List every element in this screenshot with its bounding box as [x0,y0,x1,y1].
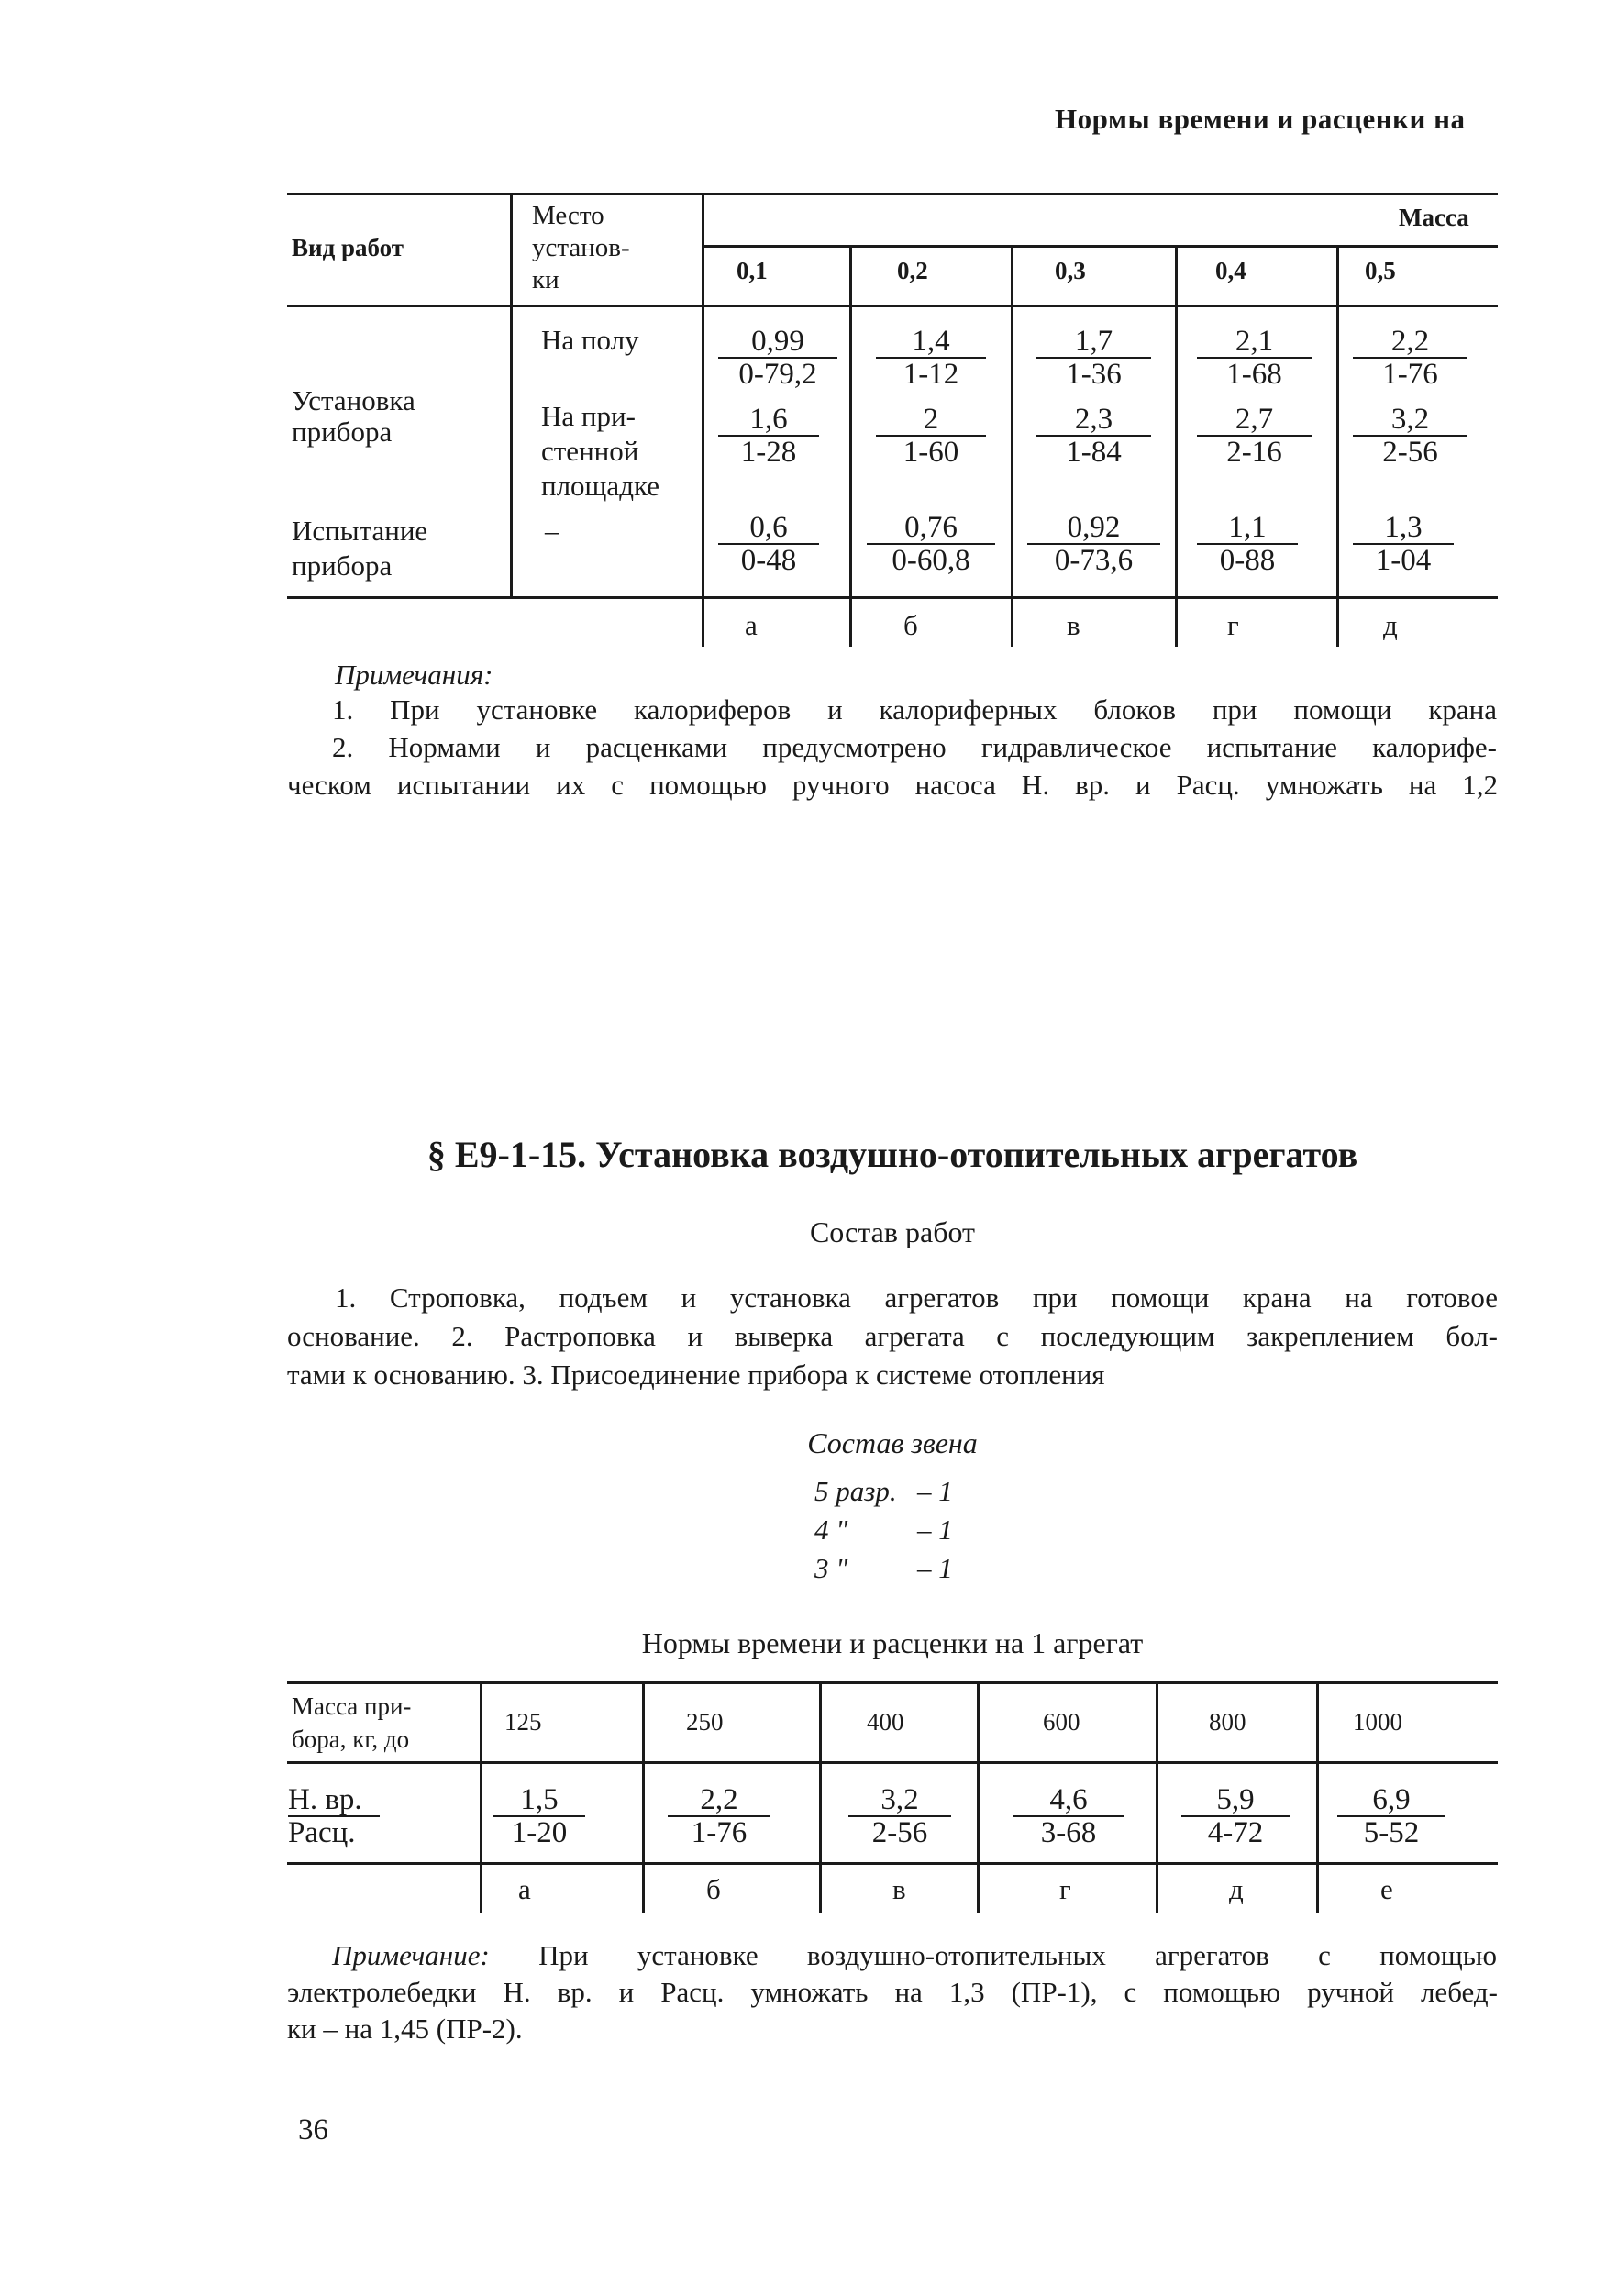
crew-count: – 1 [917,1475,953,1507]
table1-cell: $\frac{1,7}{1-36}$ [1036,326,1151,390]
table2-column-letter: в [892,1873,906,1905]
table1-cell: $\frac{2,3}{1-84}$ [1036,404,1151,468]
table2-cell: $\frac{2,2}{1-76}$ [668,1784,770,1848]
table2-row-label: Н. вр. Расц. [288,1784,380,1848]
table1-mass-value: 0,1 [737,257,768,284]
crew-grade: 5 разр. [814,1475,897,1507]
notes2-line-3: ки – на 1,45 (ПР-2). [287,2013,523,2045]
table2-cell: $\frac{3,2}{2-56}$ [848,1784,951,1848]
table2-vline [977,1681,980,1913]
table1-column-letter: г [1227,609,1239,641]
table1-cell: $\frac{2}{1-60}$ [876,404,986,468]
crew-count: – 1 [917,1552,953,1584]
table2-mass-value: 800 [1209,1708,1246,1736]
table2-mass-value: 400 [867,1708,904,1736]
table2-vline [642,1681,645,1913]
work-composition-line-1: 1. Строповка, подъем и установка агрегатов при помощи крана на готовое [335,1281,1498,1314]
table1-cell: $\frac{3,2}{2-56}$ [1353,404,1467,468]
table2-column-letter: а [518,1873,531,1905]
crew-title: Состав звена [807,1426,978,1459]
table1-mass-rule [702,245,1498,248]
notes2-title: Примечание: [332,1939,490,1971]
table2-column-letter: д [1229,1873,1244,1905]
table2-cell: $\frac{6,9}{5-52}$ [1337,1784,1445,1848]
table1-cell: $\frac{2,7}{2-16}$ [1197,404,1312,468]
notes2-line-1 [332,1938,1497,1973]
table1-column-letter: д [1383,609,1398,641]
table2-column-letter: г [1059,1873,1071,1905]
table1-cell: $\frac{0,6}{0-48}$ [718,512,819,576]
table2-vline [1156,1681,1158,1913]
table1-column-letter: в [1067,609,1080,641]
table1-mass-value: 0,3 [1055,257,1086,284]
table1-vline [1011,245,1013,647]
table2-mass-value: 1000 [1353,1708,1402,1736]
table1-work-install: Установка прибора [292,384,415,448]
table2-column-letter: е [1380,1873,1393,1905]
page-number: 36 [298,2113,328,2146]
work-composition-title: Состав работ [809,1215,976,1248]
table1-cell: $\frac{0,76}{0-60,8}$ [867,512,995,576]
table1-cell: $\frac{2,1}{1-68}$ [1197,326,1312,390]
table1-cell: $\frac{1,3}{1-04}$ [1353,512,1454,576]
table1-top-rule [287,193,1498,195]
notes2-text-1: При установке воздушно-отопительных агрегатов с помощью [538,1939,1497,1971]
table1-place-floor: На полу [541,324,639,356]
crew-grade: 3 " [814,1552,848,1584]
table1-col-mass: Масса [1399,204,1469,231]
table2-mass-value: 600 [1043,1708,1080,1736]
table1-cell: $\frac{0,92}{0-73,6}$ [1027,512,1160,576]
running-header: Нормы времени и расценки на [1055,103,1466,135]
table1-place-none: – [545,515,559,547]
table2-title: Нормы времени и расценки на 1 агрегат [641,1626,1144,1659]
table1-col-place: Место установ- ки [532,201,630,294]
table1-place-wall: На при- стенной площадке [541,400,660,502]
table1-cell: $\frac{1,4}{1-12}$ [876,326,986,390]
table1-mass-value: 0,4 [1215,257,1246,284]
table1-vline [1336,245,1339,647]
table1-vline [510,193,513,596]
section-title: § Е9-1-15. Установка воздушно-отопительных агрегатов [426,1134,1358,1175]
work-composition-line-3: тами к основанию. 3. Присоединение прибора к системе отопления [287,1359,1105,1391]
table1-bottom-rule [287,596,1498,599]
table1-cell: $\frac{2,2}{1-76}$ [1353,326,1467,390]
table1-vline [849,245,852,647]
table1-col-work-type: Вид работ [292,234,404,261]
table2-mass-value: 125 [504,1708,542,1736]
table1-cell: $\frac{1,6}{1-28}$ [718,404,819,468]
table1-column-letter: а [745,609,758,641]
table2-vline [1316,1681,1319,1913]
table1-header-rule [287,305,1498,307]
table2-head-label: Масса при- бора, кг, до [292,1692,412,1753]
table1-vline [1175,245,1178,647]
table2-vline [819,1681,822,1913]
table1-cell: $\frac{1,1}{0-88}$ [1197,512,1298,576]
table2-column-letter: б [706,1873,721,1905]
notes1-line-2: 2. Нормами и расценками предусмотрено гидравлическое испытание калорифе- [332,731,1497,763]
table1-cell: $\frac{0,99}{0-79,2}$ [718,326,837,390]
table2-cell: $\frac{1,5}{1-20}$ [493,1784,585,1848]
table1-work-test: Испытание прибора [292,515,428,582]
table1-mass-value: 0,5 [1365,257,1396,284]
crew-grade: 4 " [814,1514,848,1546]
table1-column-letter: б [903,609,918,641]
table1-vline [702,193,704,647]
work-composition-line-2: основание. 2. Растроповка и выверка агрегата с последующим закреплением бол- [287,1320,1498,1352]
crew-count: – 1 [917,1514,953,1546]
table2-vline [480,1681,482,1913]
table2-cell: $\frac{4,6}{3-68}$ [1013,1784,1124,1848]
table2-cell: $\frac{5,9}{4-72}$ [1181,1784,1290,1848]
notes2-line-2: электролебедки Н. вр. и Расц. умножать на 1,3 (ПР-1), с помощью ручной лебед- [287,1976,1498,2008]
table2-mass-value: 250 [686,1708,724,1736]
notes1-title: Примечания: [335,659,493,691]
table1-mass-value: 0,2 [897,257,928,284]
notes1-line-3: ческом испытании их с помощью ручного насоса Н. вр. и Расц. умножать на 1,2 [287,769,1498,801]
notes1-line-1: 1. При установке калориферов и калориферных блоков при помощи крана [332,693,1497,726]
